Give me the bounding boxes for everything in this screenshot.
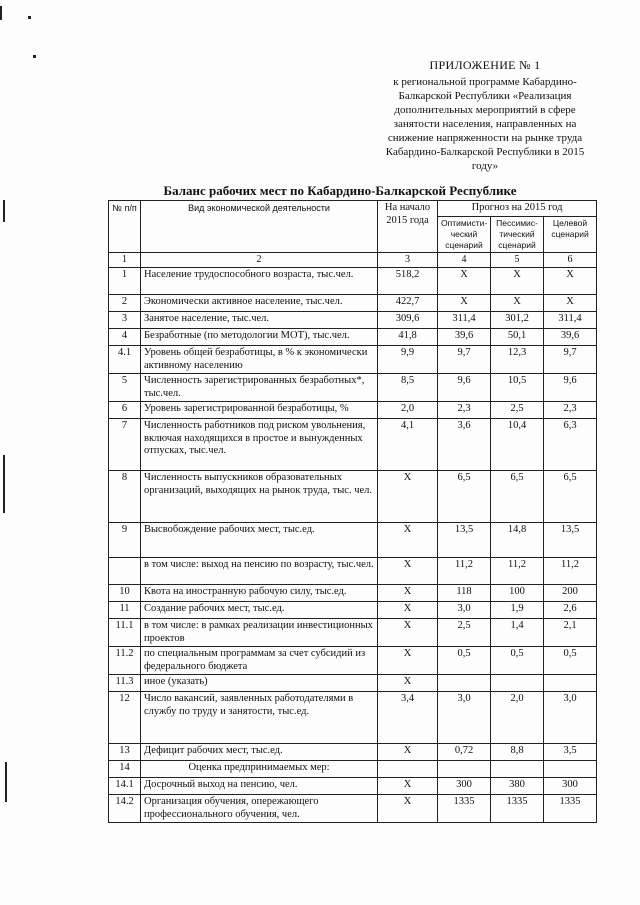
row-pessimistic: 11,2	[491, 558, 544, 585]
row-optimistic: 11,2	[438, 558, 491, 585]
row-optimistic: 2,3	[438, 402, 491, 419]
row-target: 6,3	[544, 419, 597, 471]
row-activity: Безработные (по методологии МОТ), тыс.чел.	[141, 329, 378, 346]
table-row	[109, 523, 597, 558]
table-row	[109, 268, 597, 295]
row-target: 9,6	[544, 374, 597, 402]
row-start-value: 8,5	[378, 374, 438, 402]
column-index: 4	[438, 252, 491, 268]
row-pessimistic: 12,3	[491, 346, 544, 374]
row-pessimistic: 0,5	[491, 647, 544, 675]
row-start-value: X	[378, 471, 438, 523]
row-pessimistic: X	[491, 268, 544, 295]
row-optimistic: 0,5	[438, 647, 491, 675]
row-pessimistic: 380	[491, 778, 544, 795]
appendix-number: ПРИЛОЖЕНИЕ № 1	[429, 58, 541, 72]
row-activity: Высвобождение рабочих мест, тыс.ед.	[141, 523, 378, 558]
row-start-value: 422,7	[378, 295, 438, 312]
row-pessimistic: 301,2	[491, 312, 544, 329]
row-number: 12	[109, 692, 141, 744]
row-pessimistic: 50,1	[491, 329, 544, 346]
row-number: 2	[109, 295, 141, 312]
row-target: 300	[544, 778, 597, 795]
row-activity: Уровень общей безработицы, в % к экономически активному населению	[141, 346, 378, 374]
row-target: 13,5	[544, 523, 597, 558]
row-start-value: X	[378, 585, 438, 602]
row-optimistic: 2,5	[438, 619, 491, 647]
row-pessimistic: 6,5	[491, 471, 544, 523]
row-target: 3,0	[544, 692, 597, 744]
column-index: 3	[378, 252, 438, 268]
appendix-line: снижение напряженности на рынке труда	[387, 132, 583, 144]
row-activity: в том числе: в рамках реализации инвестиционных проектов	[141, 619, 378, 647]
row-pessimistic: 2,0	[491, 692, 544, 744]
row-pessimistic: 1335	[491, 795, 544, 823]
row-target: 1335	[544, 795, 597, 823]
row-optimistic	[438, 761, 491, 778]
row-start-value: X	[378, 647, 438, 675]
scan-mark	[3, 455, 5, 513]
row-start-value: 2,0	[378, 402, 438, 419]
row-optimistic: 6,5	[438, 471, 491, 523]
column-index: 5	[491, 252, 544, 268]
row-activity: Организация обучения, опережающего профессионального обучения, чел.	[141, 795, 378, 823]
header-activity: Вид экономической деятельности	[141, 201, 378, 253]
row-number: 9	[109, 523, 141, 558]
row-optimistic: 311,4	[438, 312, 491, 329]
row-target: 39,6	[544, 329, 597, 346]
row-start-value: X	[378, 795, 438, 823]
row-activity: Квота на иностранную рабочую силу, тыс.ед.	[141, 585, 378, 602]
row-activity: Население трудоспособного возраста, тыс.чел.	[141, 268, 378, 295]
appendix-line: Кабардино-Балкарской Республики в 2015	[385, 146, 585, 158]
row-activity: Экономически активное население, тыс.чел.	[141, 295, 378, 312]
row-optimistic: 1335	[438, 795, 491, 823]
row-start-value: X	[378, 602, 438, 619]
row-activity: Численность зарегистрированных безработных*, тыс.чел.	[141, 374, 378, 402]
row-activity: Численность работников под риском увольнения, включая находящихся в простое и вынужденных отпусках, тыс.чел.	[141, 419, 378, 471]
row-activity: Численность выпускников образовательных организаций, выходящих на рынок труда, тыс. чел.	[141, 471, 378, 523]
table-row	[109, 374, 597, 402]
row-start-value: X	[378, 744, 438, 761]
row-optimistic: 39,6	[438, 329, 491, 346]
table-row	[109, 619, 597, 647]
row-optimistic: 9,7	[438, 346, 491, 374]
row-activity: Оценка предпринимаемых мер:	[141, 761, 378, 778]
row-number: 11.1	[109, 619, 141, 647]
row-activity: Занятое население, тыс.чел.	[141, 312, 378, 329]
table-row	[109, 675, 597, 692]
table-row	[109, 602, 597, 619]
row-number: 11.2	[109, 647, 141, 675]
table-row	[109, 744, 597, 761]
row-target	[544, 761, 597, 778]
row-target: 200	[544, 585, 597, 602]
row-number: 5	[109, 374, 141, 402]
row-pessimistic	[491, 761, 544, 778]
appendix-line: году»	[471, 160, 499, 172]
row-target	[544, 675, 597, 692]
row-optimistic: 118	[438, 585, 491, 602]
appendix-header	[360, 58, 610, 173]
scan-mark	[5, 762, 7, 802]
row-number: 14.2	[109, 795, 141, 823]
table-row	[109, 778, 597, 795]
row-start-value: X	[378, 619, 438, 647]
row-start-value: X	[378, 558, 438, 585]
table-row	[109, 346, 597, 374]
row-target: 9,7	[544, 346, 597, 374]
row-optimistic: X	[438, 268, 491, 295]
balance-table	[108, 200, 597, 823]
row-optimistic: 3,6	[438, 419, 491, 471]
header-start: На начало 2015 года	[378, 201, 438, 253]
row-optimistic: 3,0	[438, 602, 491, 619]
row-pessimistic: 2,5	[491, 402, 544, 419]
table-row	[109, 329, 597, 346]
scan-mark	[0, 6, 2, 20]
row-start-value: 41,8	[378, 329, 438, 346]
row-number: 4	[109, 329, 141, 346]
row-target: 2,1	[544, 619, 597, 647]
row-number: 14.1	[109, 778, 141, 795]
row-target: 311,4	[544, 312, 597, 329]
row-start-value	[378, 761, 438, 778]
row-pessimistic: 10,4	[491, 419, 544, 471]
row-pessimistic: 100	[491, 585, 544, 602]
row-number: 4.1	[109, 346, 141, 374]
header-pessimistic: Пессимис-тический сценарий	[491, 216, 544, 252]
row-target: 2,3	[544, 402, 597, 419]
header-forecast: Прогноз на 2015 год	[438, 201, 597, 217]
row-start-value: 518,2	[378, 268, 438, 295]
document-title: Баланс рабочих мест по Кабардино-Балкарской Республике	[163, 183, 517, 198]
row-number: 1	[109, 268, 141, 295]
table-row	[109, 295, 597, 312]
row-pessimistic: 14,8	[491, 523, 544, 558]
row-start-value: 309,6	[378, 312, 438, 329]
row-target: X	[544, 295, 597, 312]
row-target: 3,5	[544, 744, 597, 761]
scan-mark	[3, 200, 5, 222]
row-target: 6,5	[544, 471, 597, 523]
appendix-line: Балкарской Республики «Реализация	[398, 90, 572, 102]
row-number: 10	[109, 585, 141, 602]
row-number: 8	[109, 471, 141, 523]
column-index-row	[109, 252, 597, 268]
row-pessimistic: 1,4	[491, 619, 544, 647]
appendix-line: к региональной программе Кабардино-	[393, 76, 577, 88]
row-optimistic: 9,6	[438, 374, 491, 402]
table-body	[109, 252, 597, 823]
row-target: X	[544, 268, 597, 295]
row-optimistic: 13,5	[438, 523, 491, 558]
table-row	[109, 585, 597, 602]
row-start-value: X	[378, 523, 438, 558]
row-activity: Дефицит рабочих мест, тыс.ед.	[141, 744, 378, 761]
table-row	[109, 419, 597, 471]
row-number: 11.3	[109, 675, 141, 692]
row-activity: в том числе: выход на пенсию по возрасту, тыс.чел.	[141, 558, 378, 585]
row-activity: Создание рабочих мест, тыс.ед.	[141, 602, 378, 619]
row-start-value: X	[378, 778, 438, 795]
appendix-line: дополнительных мероприятий в сфере	[394, 104, 576, 116]
row-start-value: X	[378, 675, 438, 692]
table-row	[109, 312, 597, 329]
row-pessimistic: X	[491, 295, 544, 312]
row-activity: Уровень зарегистрированной безработицы, %	[141, 402, 378, 419]
row-optimistic	[438, 675, 491, 692]
row-pessimistic: 8,8	[491, 744, 544, 761]
row-number: 13	[109, 744, 141, 761]
row-pessimistic: 10,5	[491, 374, 544, 402]
row-activity: Число вакансий, заявленных работодателями в службу по труду и занятости, тыс.ед.	[141, 692, 378, 744]
scan-mark	[33, 55, 36, 58]
row-target: 0,5	[544, 647, 597, 675]
table-row	[109, 558, 597, 585]
header-num: № п/п	[109, 201, 141, 253]
row-number: 3	[109, 312, 141, 329]
table-row	[109, 402, 597, 419]
row-start-value: 9,9	[378, 346, 438, 374]
row-number: 14	[109, 761, 141, 778]
column-index: 1	[109, 252, 141, 268]
row-optimistic: X	[438, 295, 491, 312]
row-number: 7	[109, 419, 141, 471]
row-number: 6	[109, 402, 141, 419]
row-activity: Досрочный выход на пенсию, чел.	[141, 778, 378, 795]
column-index: 6	[544, 252, 597, 268]
row-number: 11	[109, 602, 141, 619]
column-index: 2	[141, 252, 378, 268]
row-pessimistic: 1,9	[491, 602, 544, 619]
row-target: 2,6	[544, 602, 597, 619]
table-row	[109, 692, 597, 744]
row-number	[109, 558, 141, 585]
header-target: Целевой сценарий	[544, 216, 597, 252]
table-row	[109, 647, 597, 675]
scan-mark	[28, 16, 31, 19]
row-optimistic: 0,72	[438, 744, 491, 761]
appendix-line: занятости населения, направленных на	[393, 118, 577, 130]
row-start-value: 3,4	[378, 692, 438, 744]
row-optimistic: 300	[438, 778, 491, 795]
header-optimistic: Оптимисти-ческий сценарий	[438, 216, 491, 252]
row-start-value: 4,1	[378, 419, 438, 471]
table-row	[109, 761, 597, 778]
row-activity: иное (указать)	[141, 675, 378, 692]
row-pessimistic	[491, 675, 544, 692]
row-target: 11,2	[544, 558, 597, 585]
row-optimistic: 3,0	[438, 692, 491, 744]
table-row	[109, 471, 597, 523]
table-row	[109, 795, 597, 823]
row-activity: по специальным программам за счет субсидий из федерального бюджета	[141, 647, 378, 675]
